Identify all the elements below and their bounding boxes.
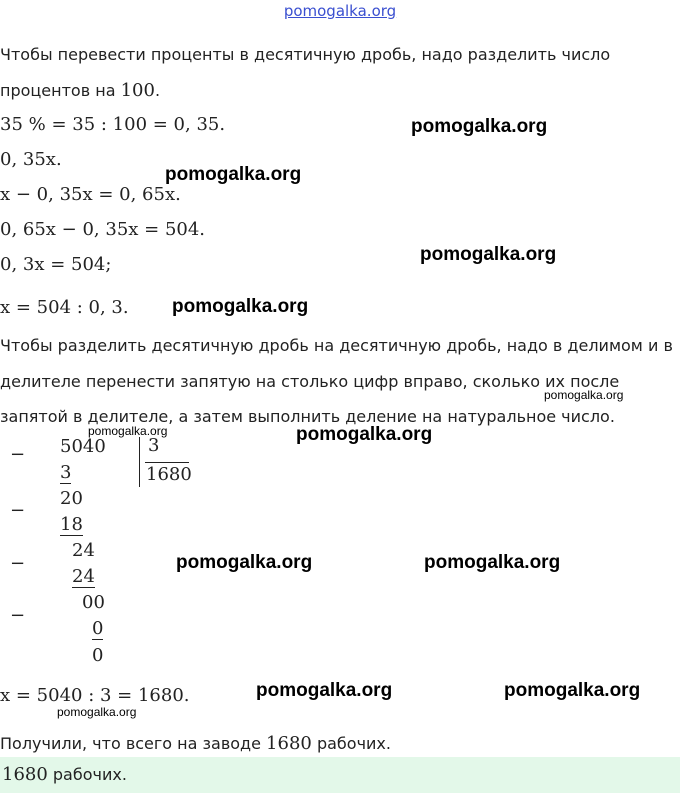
equation-simplified: 0, 3x = 504; xyxy=(0,254,112,275)
watermark-small-2: pomogalka.org xyxy=(88,424,168,438)
paragraph-decimal-rule-line1: Чтобы разделить десятичную дробь на десятичную дробь, надо в делимом и в xyxy=(0,336,673,355)
minus-sign-3: − xyxy=(10,553,26,574)
step-subtract-2 xyxy=(60,514,83,535)
answer-line xyxy=(2,764,127,785)
paragraph-percent-rule-line1: Чтобы перевести проценты в десятичную дробь, надо разделить число xyxy=(0,45,611,64)
step-subtract-2-value: 18 xyxy=(60,514,83,535)
watermark-small-3: pomogalka.org xyxy=(57,705,137,719)
paragraph-decimal-rule-line3: запятой в делителе, а затем выполнить деление на натуральное число. xyxy=(0,407,615,426)
divisor: 3 xyxy=(148,435,160,456)
conclusion-number: 1680 xyxy=(266,733,312,754)
site-header-link[interactable]: pomogalka.org xyxy=(283,2,397,20)
watermark-3: pomogalka.org xyxy=(420,244,557,265)
p1-line2-num: 100 xyxy=(120,80,155,101)
step-remainder-3: 00 xyxy=(82,592,105,613)
p1-line2-text: процентов на xyxy=(0,81,121,100)
equation-difference: 0, 65x − 0, 35x = 504. xyxy=(0,219,206,240)
p1-line2-end: . xyxy=(154,81,161,100)
step-remainder-2: 24 xyxy=(72,540,95,561)
watermark-4: pomogalka.org xyxy=(172,296,309,317)
equation-percent: 35 % = 35 : 100 = 0, 35. xyxy=(0,114,226,135)
step-subtract-4 xyxy=(92,618,103,639)
equation-fraction: 0, 35x. xyxy=(0,149,62,170)
watermark-7: pomogalka.org xyxy=(424,552,561,573)
step-subtract-1-value: 3 xyxy=(60,462,72,483)
watermark-6: pomogalka.org xyxy=(176,552,313,573)
watermark-5: pomogalka.org xyxy=(296,424,433,445)
paragraph-percent-rule-line2 xyxy=(0,80,160,101)
step-subtract-3-value: 24 xyxy=(72,566,95,587)
answer-number: 1680 xyxy=(2,764,48,785)
conclusion-text: Получили, что всего на заводе xyxy=(0,734,267,753)
watermark-2: pomogalka.org xyxy=(165,164,302,185)
minus-sign-2: − xyxy=(10,500,26,521)
watermark-1: pomogalka.org xyxy=(411,116,548,137)
division-horizontal-line xyxy=(145,462,189,463)
conclusion-sentence xyxy=(0,733,391,754)
minus-sign-4: − xyxy=(10,605,26,626)
answer-text: рабочих. xyxy=(47,765,127,784)
step-subtract-3 xyxy=(72,566,95,587)
step-remainder-1: 20 xyxy=(60,488,83,509)
dividend: 5040 xyxy=(60,436,106,457)
watermark-9: pomogalka.org xyxy=(504,680,641,701)
conclusion-end: рабочих. xyxy=(311,734,391,753)
step-subtract-4-value: 0 xyxy=(92,618,104,639)
watermark-8: pomogalka.org xyxy=(256,680,393,701)
quotient: 1680 xyxy=(146,464,192,485)
step-subtract-1 xyxy=(60,462,71,483)
division-vertical-line xyxy=(139,437,140,487)
paragraph-decimal-rule-line2: делителе перенести запятую на столько цифр вправо, сколько их после xyxy=(0,372,620,391)
watermark-small-1: pomogalka.org xyxy=(544,388,624,402)
equation-solve-x: x = 504 : 0, 3. xyxy=(0,297,129,318)
equation-result: x = 5040 : 3 = 1680. xyxy=(0,685,190,706)
minus-sign-1: − xyxy=(10,444,26,465)
equation-remaining: x − 0, 35x = 0, 65x. xyxy=(0,184,181,205)
step-final-remainder: 0 xyxy=(92,645,104,666)
